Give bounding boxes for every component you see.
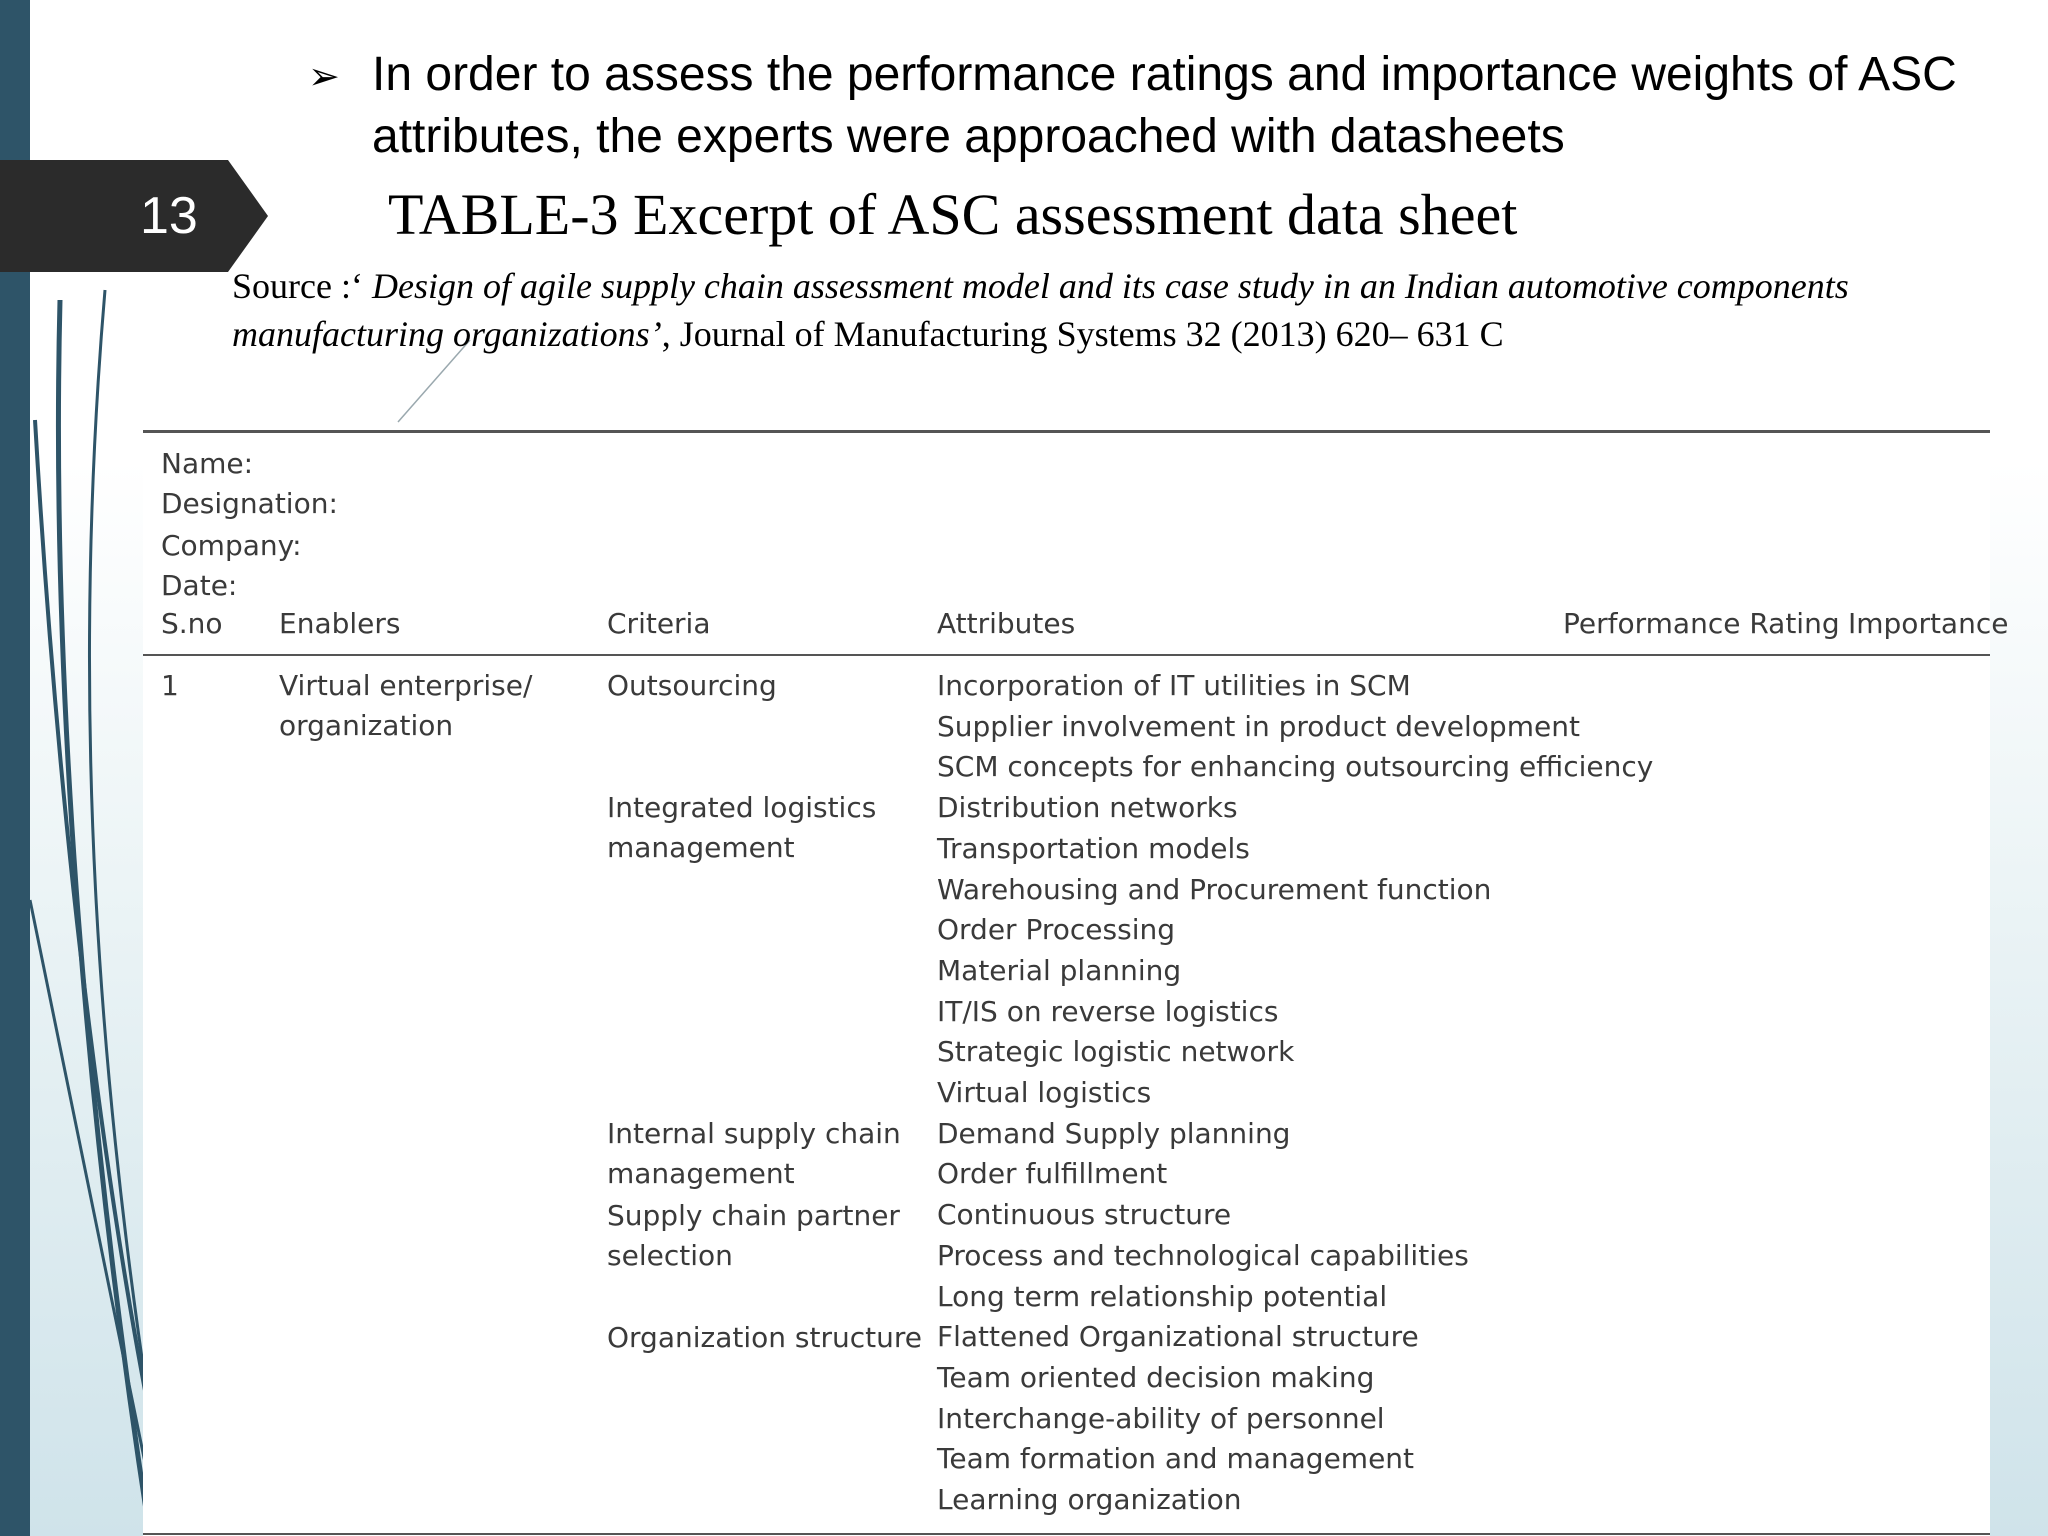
slide-number: 13 <box>140 187 198 245</box>
source-article-title: Design of agile supply chain assessment model and its case study in an Indian automotive components manufacturing organizations’ <box>232 266 1849 354</box>
attribute-item: Order fulfillment <box>937 1157 1168 1191</box>
criteria-organization-structure: Organization structure <box>607 1321 922 1354</box>
attribute-item: IT/IS on reverse logistics <box>937 994 1279 1028</box>
attribute-item: Distribution networks <box>937 791 1238 825</box>
attribute-item: Supplier involvement in product development <box>937 709 1580 743</box>
row-sno: 1 <box>161 669 179 702</box>
arrow-bullet-icon: ➢ <box>308 54 340 98</box>
attribute-item: Demand Supply planning <box>937 1116 1291 1150</box>
column-header-performance-rating: Performance Rating <box>1563 607 1840 640</box>
slide-number-badge <box>0 160 268 272</box>
attribute-item: Team oriented decision making <box>937 1360 1375 1394</box>
source-journal: , Journal of Manufacturing Systems 32 (2013) 620– 631 C <box>661 314 1504 354</box>
bullet-text: In order to assess the performance ratings and importance weights of ASC attributes, the experts were approached with datasheets <box>372 48 1957 163</box>
attribute-item: Strategic logistic network <box>937 1035 1295 1069</box>
attribute-item: Flattened Organizational structure <box>937 1320 1419 1354</box>
attribute-item: Continuous structure <box>937 1198 1232 1232</box>
column-header-enablers: Enablers <box>279 607 401 640</box>
attribute-item: Process and technological capabilities <box>937 1238 1469 1272</box>
criteria-internal-supply-chain: Internal supply chain <box>607 1117 901 1150</box>
criteria-internal-supply-chain: management <box>607 1157 795 1190</box>
attribute-item: Transportation models <box>937 831 1250 865</box>
attribute-item: Long term relationship potential <box>937 1279 1388 1313</box>
enabler-line: organization <box>279 709 454 742</box>
column-header-attributes: Attributes <box>937 607 1076 640</box>
attribute-item: SCM concepts for enhancing outsourcing efficiency <box>937 750 1654 784</box>
criteria-supply-chain-partner: selection <box>607 1239 733 1272</box>
attribute-item: Learning organization <box>937 1483 1242 1516</box>
criteria-integrated-logistics: management <box>607 831 795 864</box>
source-citation <box>232 262 1992 358</box>
enabler-line: Virtual enterprise/ <box>279 669 533 702</box>
column-header-criteria: Criteria <box>607 607 711 640</box>
header-rule <box>143 654 1990 656</box>
table-title: TABLE-3 Excerpt of ASC assessment data sheet <box>388 182 1518 247</box>
column-header-sno: S.no <box>161 607 223 640</box>
field-company: Company: <box>161 529 302 562</box>
attribute-item: Warehousing and Procurement function <box>937 872 1492 906</box>
top-rule <box>143 430 1990 433</box>
attribute-item: Interchange-ability of personnel <box>937 1401 1385 1435</box>
column-header-importance: Importance <box>1848 607 2009 640</box>
criteria-integrated-logistics: Integrated logistics <box>607 791 877 824</box>
attribute-item: Team formation and management <box>937 1442 1415 1476</box>
assessment-data-sheet <box>143 430 2009 1536</box>
source-prefix: Source :‘ <box>232 266 372 306</box>
criteria-supply-chain-partner: Supply chain partner <box>607 1199 900 1232</box>
attribute-item: Incorporation of IT utilities in SCM <box>937 669 1411 702</box>
field-name: Name: <box>161 447 254 480</box>
bottom-rule <box>143 1533 1990 1535</box>
attribute-item: Virtual logistics <box>937 1076 1152 1109</box>
field-designation: Designation: <box>161 487 338 520</box>
attribute-item: Order Processing <box>937 913 1175 947</box>
attribute-item: Material planning <box>937 953 1182 987</box>
criteria-outsourcing: Outsourcing <box>607 669 777 702</box>
field-date: Date: <box>161 569 238 602</box>
